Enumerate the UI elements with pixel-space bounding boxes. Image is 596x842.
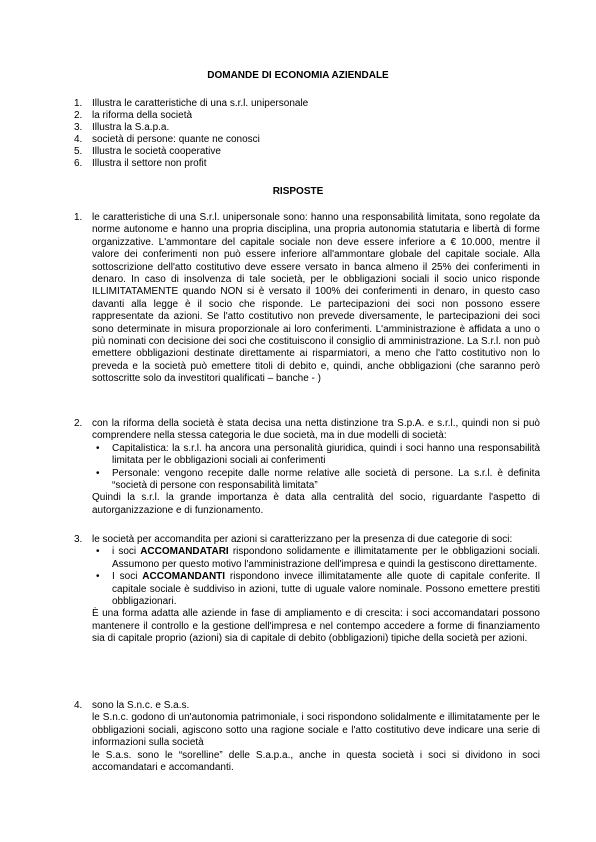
item-number: 4.: [74, 134, 83, 145]
answer-paragraph: con la riforma della società è stata decisa una netta distinzione tra S.p.A. e s.r.l., quindi non si può comprendere nella stessa categoria le due società, ma in due modelli di società:: [92, 418, 540, 442]
bullet-icon: •: [96, 442, 100, 454]
answer-body: [92, 700, 540, 774]
bullet-item: [92, 468, 540, 493]
bullet-text: I soci ACCOMANDANTI rispondono invece illimitatamente alle quote di capitale conferite. Il capitale sociale è suddiviso in azioni, tutte di uguale valore nominale. Possono emettere prestiti obbligazionari.: [112, 571, 541, 608]
bullet-icon: •: [96, 467, 100, 479]
item-text: Illustra il settore non profit: [92, 158, 207, 169]
answer-number: 2.: [74, 418, 83, 429]
item-text: Illustra le caratteristiche di una s.r.l. unipersonale: [92, 98, 309, 109]
bullet-text: Personale: vengono recepite dalle norme relative alle società di persone. La s.r.l. è definita “società di persone con responsabilità limitata”: [112, 467, 540, 492]
answer-number: 1.: [74, 212, 83, 223]
bullet-item: [92, 546, 540, 571]
item-number: 1.: [74, 98, 83, 109]
answer-paragraph: le S.n.c. godono di un'autonomia patrimoniale, i soci rispondono solidalmente e illimitatamente per le obbligazioni sociali, agiscono sotto una ragione sociale e l'atto costitutivo deve indicare una serie di informazioni sulla società: [92, 712, 540, 749]
item-text: la riforma della società: [92, 110, 193, 121]
answer-paragraph: Quindi la s.r.l. la grande importanza è data alla centralità del socio, riguardante l'aspetto di autorganizzazione e di funzionamento.: [92, 492, 540, 516]
bullet-icon: •: [96, 546, 100, 558]
answer-paragraph: le S.a.s. sono le “sorelline” delle S.a.p.a., anche in questa società i soci si dividono in soci accomandatari e accomandanti.: [92, 749, 540, 774]
item-text: Illustra le società cooperative: [92, 146, 221, 157]
bullet-icon: •: [96, 571, 100, 583]
item-text: Illustra la S.a.p.a.: [92, 122, 170, 133]
bullet-item: [92, 443, 540, 468]
answer-number: 3.: [74, 534, 83, 545]
answers-heading: RISPOSTE: [272, 186, 324, 197]
answer-paragraph: le caratteristiche di una S.r.l. unipersonale sono: hanno una responsabilità limitata, sono regolate da norme autonome e hanno una propria disciplina, una propria autonomia statutaria e libertà di forme organizzative. L'ammontare del capitale sociale non deve essere inferiore a € 10.000, mentre il valore dei conferimenti non può essere inferiore all'ammontare globale del capitale sociale. Alla sottoscrizione dell'atto costitutivo deve essere versato in banca almeno il 25% dei conferimenti in denaro. In caso di insolvenza di tale società, per le obbligazioni sociali il socio unico risponde ILLIMITATAMENTE quando NON si è versato il 100% dei conferimenti in denaro, in questo caso davanti alla legge è il socio che risponde. Le partecipazioni dei soci non possono essere rappresentate da azioni. Se l'atto costitutivo non prevede diversamente, le partecipazioni dei soci sono determinate in misura proporzionale ai loro conferimenti. L'amministrazione è affidata a uno o più nominati con decisione dei soci che costituiscono il consiglio di amministrazione. La S.r.l. non può emettere obbligazioni destinate direttamente ai risparmiatori, a meno che l'atto costitutivo non lo preveda e la società può emettere titoli di debito e, quindi, anche obbligazioni (che saranno però sottoscritte solo da investitori qualificati – banche - ): [92, 212, 540, 385]
bullet-text: Capitalistica: la s.r.l. ha ancora una personalità giuridica, quindi i soci hanno una responsabilità limitata per le obbligazioni sociali ai conferimenti: [112, 442, 540, 467]
bullet-item: [92, 571, 540, 608]
bullet-text: i soci ACCOMANDATARI rispondono solidamente e illimitatamente per le obbligazioni sociali. Assumono per questo motivo l'amministrazione dell'impresa e quindi la gestiscono direttamente.: [112, 546, 540, 570]
answer-paragraph: sono la S.n.c. e S.a.s.: [92, 700, 190, 711]
answer-number: 4.: [74, 700, 83, 711]
item-number: 3.: [74, 122, 83, 133]
answer-body: [92, 534, 540, 646]
document-title: DOMANDE DI ECONOMIA AZIENDALE: [207, 70, 389, 81]
answer-paragraph: È una forma adatta alle aziende in fase di ampliamento e di crescita: i soci accomandatari possono mantenere il controllo e la gestione dell'impresa e nel contempo accedere a forme di finanziamento sia di capitale proprio (azioni) sia di capitale di debito (obbligazioni) tipiche della società per azioni.: [92, 608, 540, 645]
answer-body: [92, 418, 540, 517]
answer-paragraph: le società per accomandita per azioni si caratterizzano per la presenza di due categorie di soci:: [92, 534, 513, 545]
item-number: 5.: [74, 146, 83, 157]
item-text: società di persone: quante ne conosci: [92, 134, 260, 145]
item-number: 6.: [74, 158, 83, 169]
item-number: 2.: [74, 110, 83, 121]
answer-body: [92, 212, 540, 386]
